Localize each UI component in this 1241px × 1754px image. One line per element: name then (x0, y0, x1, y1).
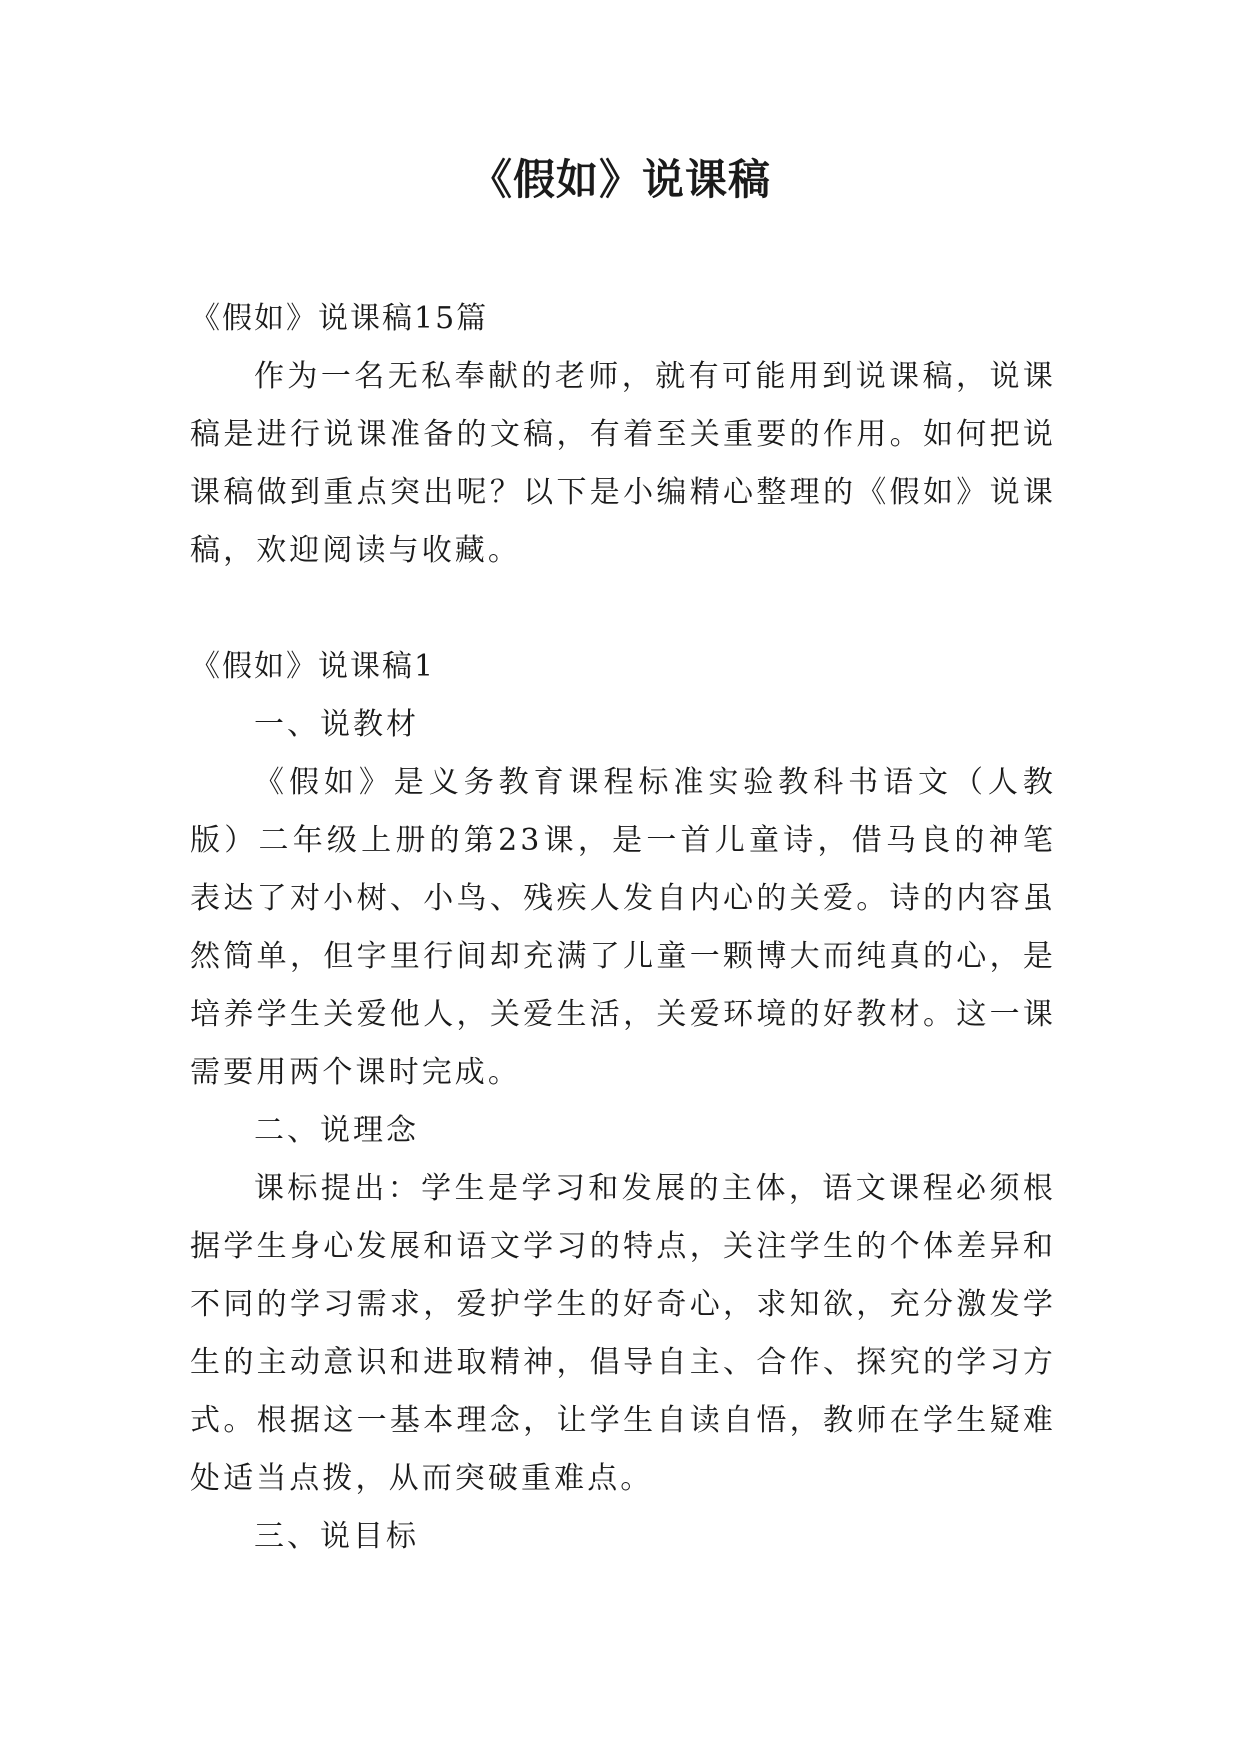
section-paragraph-philosophy: 课标提出：学生是学习和发展的主体，语文课程必须根据学生身心发展和语文学习的特点，关注学生的个体差异和不同的学习需求，爱护学生的好奇心，求知欲，充分激发学生的主动意识和进取精神，倡导自主、合作、探究的学习方式。根据这一基本理念，让学生自读自悟，教师在学生疑难处适当点拨，从而突破重难点。 (190, 1171, 1056, 1496)
section-heading-philosophy: 二、说理念 (254, 1113, 419, 1148)
section-heading-textbook: 一、说教材 (254, 707, 419, 742)
section-title: 《假如》说课稿1 (190, 649, 436, 684)
section-heading-objectives: 三、说目标 (254, 1519, 419, 1554)
document-title: 《假如》说课稿 (469, 155, 771, 204)
section-paragraph-textbook: 《假如》是义务教育课程标准实验教科书语文（人教版）二年级上册的第23课，是一首儿童诗，借马良的神笔表达了对小树、小鸟、残疾人发自内心的关爱。诗的内容虽然简单，但字里行间却充满了儿童一颗博大而纯真的心，是培养学生关爱他人，关爱生活，关爱环境的好教材。这一课需要用两个课时完成。 (190, 765, 1056, 1090)
collection-label: 《假如》说课稿15篇 (190, 301, 489, 336)
spacer (190, 580, 1056, 638)
intro-paragraph: 作为一名无私奉献的老师，就有可能用到说课稿，说课稿是进行说课准备的文稿，有着至关重要的作用。如何把说课稿做到重点突出呢？以下是小编精心整理的《假如》说课稿，欢迎阅读与收藏。 (190, 359, 1056, 568)
document-body (190, 290, 1056, 1566)
